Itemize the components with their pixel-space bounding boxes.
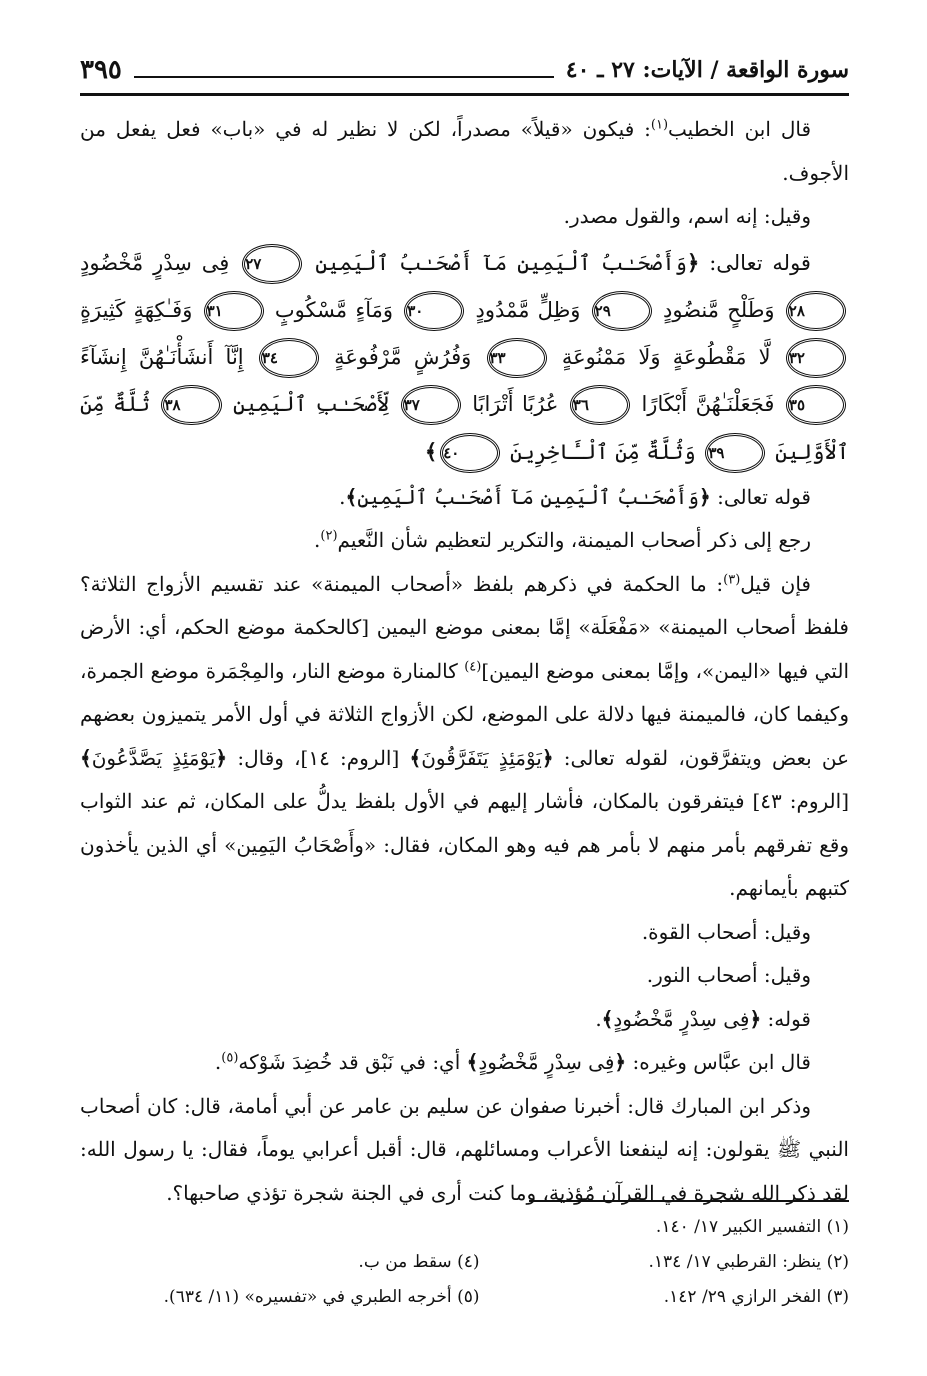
verse-text: عُرُبًا أَتْرَابًا <box>472 391 559 416</box>
quran-close-bracket: ﴾ <box>424 438 438 464</box>
verse-text: لِّأَصْحَـٰبِ ٱلْيَمِينِ <box>233 391 390 416</box>
verse-text: فِى سِدْرٍ مَّخْضُودٍ <box>80 250 230 275</box>
verse-text: وَفُرُشٍ مَّرْفُوعَةٍ <box>334 344 472 369</box>
ayah-number: ٣٥ <box>786 385 846 425</box>
ayah-number: ٣٠ <box>404 291 464 331</box>
page-header <box>80 40 849 90</box>
paragraph-9: قال ابن عبَّاس وغيره: ﴿فِى سِدْرٍ مَّخْضُودٍ﴾ أي: في نَبْق قد خُضِدَ شَوْكه$^{(٥)}$. <box>214 1050 811 1074</box>
verse-text: وَأَصْحَـٰبُ ٱلْيَمِينِ مَآ أَصْحَـٰبُ ٱلْيَمِينِ <box>315 250 687 275</box>
footnote-1: (١) التفسير الكبير ١٧/ ١٤٠. <box>655 1217 849 1237</box>
ayah-number: ٣٦ <box>570 385 630 425</box>
ayah-number: ٣٢ <box>786 338 846 378</box>
paragraph-6: وقيل: أصحاب القوة. <box>641 919 811 944</box>
verse-text: لَّا مَقْطُوعَةٍ وَلَا مَمْنُوعَةٍ <box>561 344 771 369</box>
paragraph-1: قال ابن الخطيب$^{(١)}$: فيكون «قيلاً» مصدراً، لكن لا نظير له في «باب» فعل يفعل من الأجوف. <box>80 117 849 185</box>
paragraph-2: وقيل: إنه اسم، والقول مصدر. <box>563 204 811 228</box>
quran-open-bracket: ﴿ <box>686 249 700 275</box>
quoted-verse: فِى سِدْرٍ مَّخْضُودٍ <box>613 1006 750 1031</box>
footnotes <box>110 1210 849 1315</box>
verse-text: وَفَـٰكِهَةٍ كَثِيرَةٍ <box>80 297 193 322</box>
ayah-number: ٣٩ <box>705 433 765 473</box>
ayah-number: ٣٧ <box>401 385 461 425</box>
footnote-row <box>110 1280 849 1315</box>
main-text <box>80 108 849 1215</box>
ayah-number: ٤٠ <box>440 433 500 473</box>
footnote-2: (٢) ينظر: القرطبي ١٧/ ١٣٤. <box>648 1252 849 1272</box>
verse-text: إِنَّآ أَنشَأْنَـٰهُنَّ إِنشَآءً <box>80 344 244 369</box>
header-line <box>134 76 554 78</box>
paragraph-3: قوله تعالى: ﴿وَأَصْحَـٰبُ ٱلْيَمِينِ مَآ أَصْحَـٰبُ ٱلْيَمِينِ﴾. <box>339 484 811 509</box>
quoted-verse: فِى سِدْرٍ مَّخْضُودٍ <box>478 1050 615 1074</box>
footnote-ref-4[interactable]: (٤) <box>464 658 482 674</box>
footnote-3: (٣) الفخر الرازي ٢٩/ ١٤٢. <box>663 1287 849 1307</box>
ayah-number: ٣١ <box>204 291 264 331</box>
verse-text: وَثُلَّةٌ مِّنَ ٱلْـَٔاخِرِينَ <box>510 439 696 464</box>
verse-text: وَظِلٍّ مَّمْدُودٍ <box>475 297 581 322</box>
verse-text: وَطَلْحٍ مَّنضُودٍ <box>663 297 775 322</box>
verse-text: وَمَآءٍ مَّسْكُوبٍ <box>274 297 393 322</box>
paragraph-5: فإن قيل$^{(٣)}$: ما الحكمة في ذكرهم بلفظ «أصحاب الميمنة» عند تقسيم الأزواج الثلاثة؟ فلفظ أصحاب الميمنة» «مَفْعَلَة» إمَّا بمعنى موضع اليمين [كالحكمة موضع الحكم، أي: الأرض التي فيها «اليمن»، وإمَّا بمعنى موضع اليمين]$^{(٤)}$ كالمنارة موضع النار، والمِجْمَرة موضع الجمرة، وكيفما كان، فالميمنة فيها دلالة على الموضع، لكن الأزواج الثلاثة في أول الأمر يتميزون بعضهم عن بعض ويتفرَّقون، لقوله تعالى: ﴿يَوْمَئِذٍ يَتَفَرَّقُونَ﴾ [الروم: ١٤]، وقال: ﴿يَوْمَئِذٍ يَصَّدَّعُونَ﴾ [الروم: ٤٣] فيتفرقون بالمكان، فأشار إليهم في الأول بلفظ يدلُّ على المكان، ثم عند الثواب وقع تفرقهم بأمر منهم لا بأمر هم فيه وهو المكان، فقال: «وأَصْحَابُ اليَمِين» أي الذين يأخذون كتبهم بأيمانهم. <box>80 571 850 900</box>
ayah-number: ٢٧ <box>242 244 302 284</box>
verse-text: فَجَعَلْنَـٰهُنَّ أَبْكَارًا <box>641 391 775 416</box>
paragraph-4: رجع إلى ذكر أصحاب الميمنة، والتكرير لتعظيم شأن النَّعيم$^{(٢)}$. <box>314 528 811 552</box>
verse-text: ثُلَّةٌ مِّنَ ٱلْأَوَّلِينَ <box>80 391 849 464</box>
footnote-5: (٥) أخرجه الطبري في «تفسيره» (١١/ ٦٣٤). <box>163 1287 480 1307</box>
quoted-verse: يَوْمَئِذٍ يَتَفَرَّقُونَ <box>421 745 542 770</box>
footnote-ref-3[interactable]: (٣) <box>723 571 741 587</box>
ayah-number: ٣٨ <box>161 385 221 425</box>
footnote-row <box>110 1210 849 1245</box>
ayah-number: ٣٤ <box>259 338 319 378</box>
footnote-ref-2[interactable]: (٢) <box>320 528 338 544</box>
quran-intro: قوله تعالى: <box>709 250 811 275</box>
footnote-ref-5[interactable]: (٥) <box>221 1050 239 1066</box>
ayah-number: ٣٣ <box>487 338 547 378</box>
header-divider <box>80 93 849 96</box>
page-number: ٣٩٥ <box>80 55 122 85</box>
footnote-row <box>110 1245 849 1280</box>
paragraph-10: وذكر ابن المبارك قال: أخبرنا صفوان عن سليم بن عامر عن أبي أمامة، قال: كان أصحاب النبي ﷺ يقولون: إنه لينفعنا الأعراب ومسائلهم، قال: أقبل أعرابي يوماً، فقال: يا رسول الله: لقد ذكر الله شجرة في القرآن مُؤذية، وما كنت أرى في الجنة شجرة تؤذي صاحبها؟. <box>80 1093 849 1205</box>
paragraph-7: وقيل: أصحاب النور. <box>646 963 811 987</box>
footnote-ref-1[interactable]: (١) <box>650 117 669 133</box>
footnote-4: (٤) سقط من ب. <box>358 1252 480 1272</box>
ayah-number: ٢٩ <box>592 291 652 331</box>
quoted-verse: يَوْمَئِذٍ يَصَّدَّعُونَ <box>91 745 216 770</box>
surah-title: سورة الواقعة / الآيات: ٢٧ ـ ٤٠ <box>565 57 849 83</box>
quoted-verse: وَأَصْحَـٰبُ ٱلْيَمِينِ مَآ أَصْحَـٰبُ ٱلْيَمِينِ <box>357 484 700 509</box>
paragraph-8: قوله: ﴿فِى سِدْرٍ مَّخْضُودٍ﴾. <box>595 1006 811 1031</box>
quran-verses-block <box>80 239 849 476</box>
footnote-divider <box>529 1200 849 1202</box>
ayah-number: ٢٨ <box>786 291 846 331</box>
